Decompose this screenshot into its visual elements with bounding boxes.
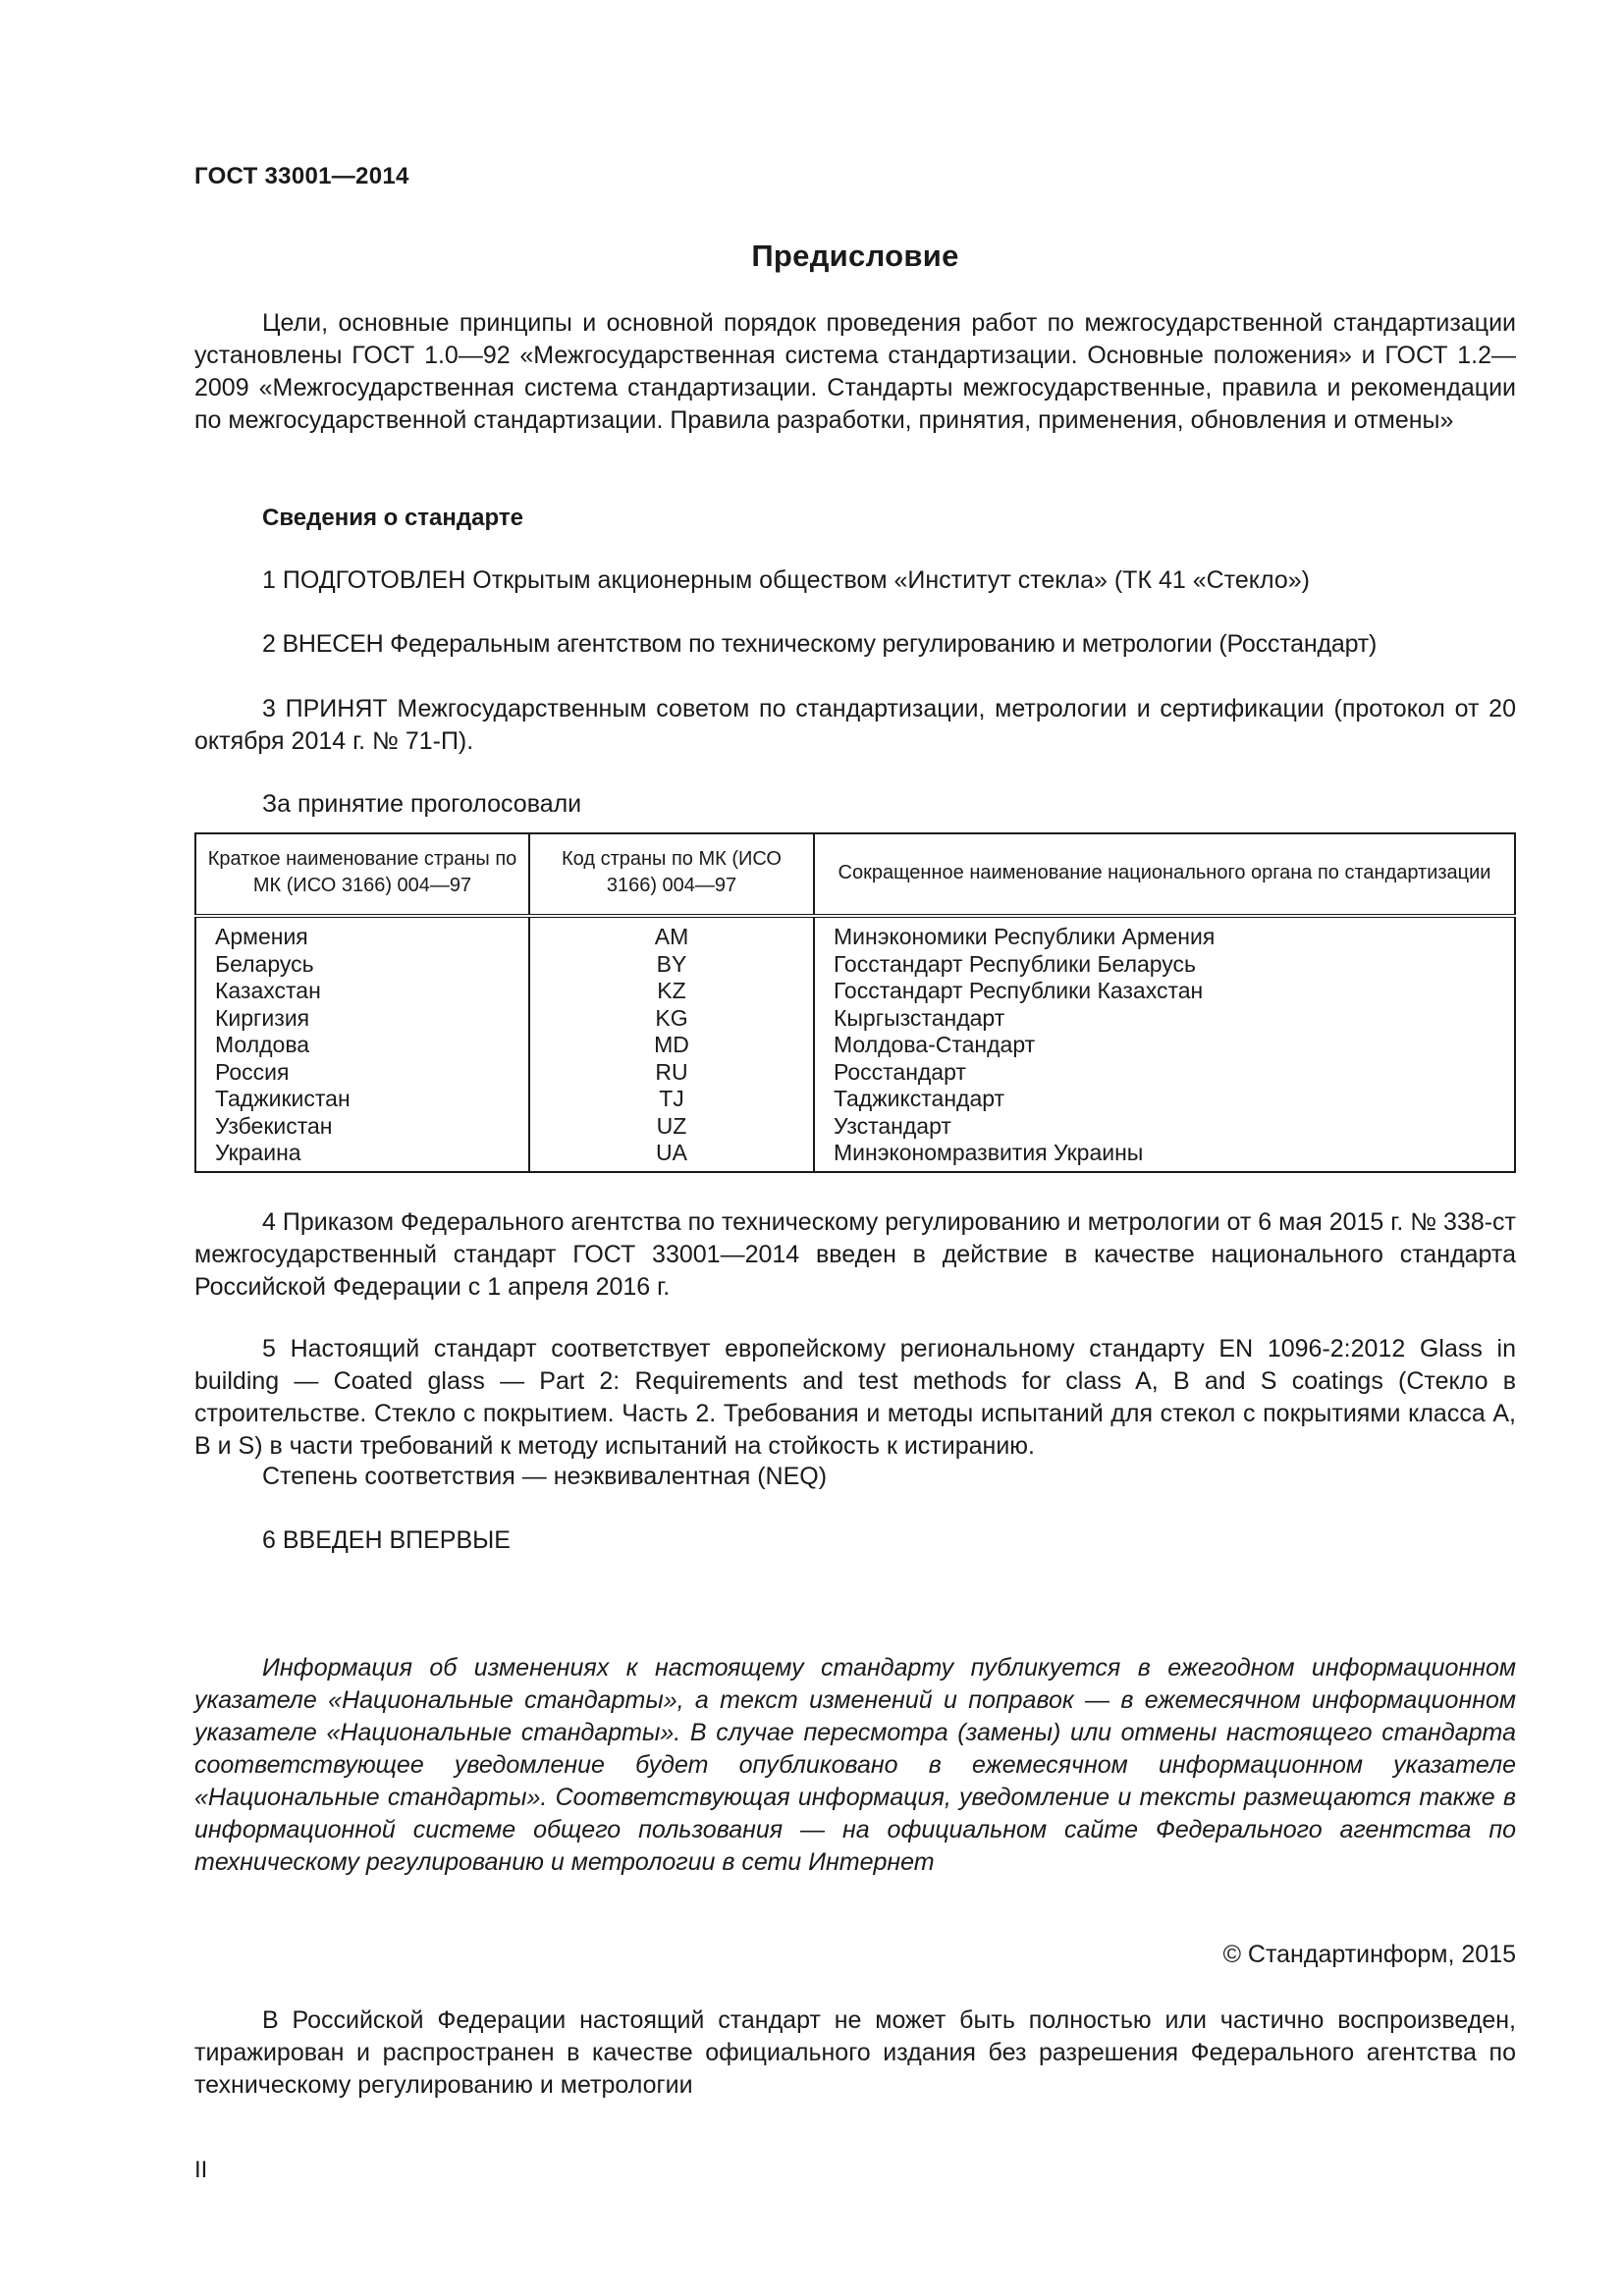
table-row: [195, 978, 1515, 1005]
table-row: [195, 916, 1515, 951]
voted-label: За принятие проголосовали: [262, 790, 582, 818]
info-heading: Сведения о стандарте: [262, 505, 523, 531]
table-row: [195, 1113, 1515, 1141]
country-code: KG: [529, 1005, 814, 1033]
table-row: [195, 1032, 1515, 1059]
table-row: [195, 951, 1515, 979]
country-code: UZ: [529, 1113, 814, 1141]
conformity-degree: Степень соответствия — неэквивалентная (NEQ): [262, 1463, 828, 1490]
country-name: Молдова: [195, 1032, 529, 1059]
voters-table: [194, 832, 1516, 1173]
national-body: Госстандарт Республики Беларусь: [814, 951, 1515, 979]
country-code: UA: [529, 1140, 814, 1172]
country-name: Украина: [195, 1140, 529, 1172]
table-header-code: Код страны по МК (ИСО 3166) 004—97: [529, 833, 814, 916]
national-body: Росстандарт: [814, 1059, 1515, 1087]
page-number: II: [194, 2157, 208, 2183]
national-body: Госстандарт Республики Казахстан: [814, 978, 1515, 1005]
intro-paragraph: Цели, основные принципы и основной порядок проведения работ по межгосударственной стандартизации установлены ГОСТ 1.0—92 «Межгосударственная система стандартизации. Основные положения» и ГОСТ 1.2—2009 «Межгосударственная система стандартизации. Стандарты межгосударственные, правила и рекомендации по межгосударственной стандартизации. Правила разработки, принятия, применения, обновления и отмены»: [194, 309, 1516, 434]
table-row: [195, 1059, 1515, 1087]
country-name: Беларусь: [195, 951, 529, 979]
country-name: Киргизия: [195, 1005, 529, 1033]
table-row: [195, 1140, 1515, 1172]
country-name: Россия: [195, 1059, 529, 1087]
country-code: AM: [529, 916, 814, 951]
table-header-body: Сокращенное наименование национального органа по стандартизации: [814, 833, 1515, 916]
table-header-row: [195, 833, 1515, 916]
standard-code-header: ГОСТ 33001—2014: [194, 163, 409, 189]
country-name: Узбекистан: [195, 1113, 529, 1141]
item-5-conformity: 5 Настоящий стандарт соответствует европейскому региональному стандарту EN 1096-2:2012 Glass in building — Coated glass — Part 2: Requirements and test methods for class A, B and S coatings (Стекло в строительстве. Стекло с покрытием. Часть 2. Требования и методы испытаний для стекол с покрытиями класса A, B и S) в части требований к методу испытаний на стойкость к истиранию.: [194, 1335, 1516, 1460]
document-page: [194, 0, 1516, 2296]
table-row: [195, 1086, 1515, 1113]
national-body: Минэкономики Республики Армения: [814, 916, 1515, 951]
country-name: Таджикистан: [195, 1086, 529, 1113]
country-code: RU: [529, 1059, 814, 1087]
country-name: Казахстан: [195, 978, 529, 1005]
country-code: BY: [529, 951, 814, 979]
reproduction-notice: В Российской Федерации настоящий стандарт не может быть полностью или частично воспроизведен, тиражирован и распространен в качестве официального издания без разрешения Федерального агентства по техническому регулированию и метрологии: [194, 2006, 1516, 2099]
country-code: KZ: [529, 978, 814, 1005]
national-body: Минэкономразвития Украины: [814, 1140, 1515, 1172]
item-6-first-introduced: 6 ВВЕДЕН ВПЕРВЫЕ: [262, 1526, 511, 1554]
copyright-notice: © Стандартинформ, 2015: [1222, 1941, 1516, 1968]
national-body: Узстандарт: [814, 1113, 1515, 1141]
national-body: Кыргызстандарт: [814, 1005, 1515, 1033]
country-code: TJ: [529, 1086, 814, 1113]
item-3-adopted: 3 ПРИНЯТ Межгосударственным советом по стандартизации, метрологии и сертификации (протокол от 20 октября 2014 г. № 71-П).: [194, 695, 1516, 755]
table-row: [195, 1005, 1515, 1033]
item-4-order: 4 Приказом Федерального агентства по техническому регулированию и метрологии от 6 мая 2015 г. № 338-ст межгосударственный стандарт ГОСТ 33001—2014 введен в действие в качестве национального стандарта Российской Федерации с 1 апреля 2016 г.: [194, 1208, 1516, 1301]
changes-information: Информация об изменениях к настоящему стандарту публикуется в ежегодном информационном указателе «Национальные стандарты», а текст изменений и поправок — в ежемесячном информационном указателе «Национальные стандарты». В случае пересмотра (замены) или отмены настоящего стандарта соответствующее уведомление будет опубликовано в ежемесячном информационном указателе «Национальные стандарты». Соответствующая информация, уведомление и тексты размещаются также в информационной системе общего пользования — на официальном сайте Федерального агентства по техническому регулированию и метрологии в сети Интернет: [194, 1654, 1516, 1876]
national-body: Молдова-Стандарт: [814, 1032, 1515, 1059]
page-title: Предисловие: [751, 239, 959, 273]
national-body: Таджикстандарт: [814, 1086, 1515, 1113]
item-1-prepared: 1 ПОДГОТОВЛЕН Открытым акционерным обществом «Институт стекла» (ТК 41 «Стекло»): [262, 566, 1310, 594]
country-name: Армения: [195, 916, 529, 951]
table-header-country: Краткое наименование страны по МК (ИСО 3166) 004—97: [195, 833, 529, 916]
item-2-introduced: 2 ВНЕСЕН Федеральным агентством по техническому регулированию и метрологии (Росстандарт): [262, 630, 1378, 658]
country-code: MD: [529, 1032, 814, 1059]
